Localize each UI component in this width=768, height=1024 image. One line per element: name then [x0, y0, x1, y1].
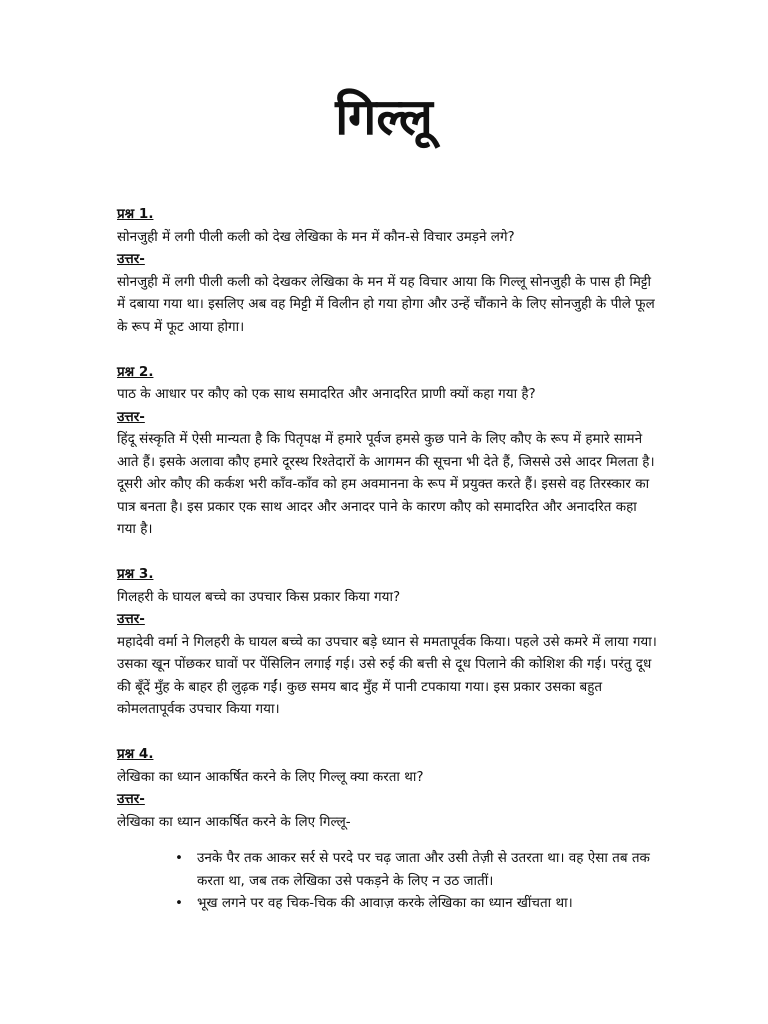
answer-text: लेखिका का ध्यान आकर्षित करने के लिए गिल्लू-	[117, 813, 351, 830]
question-text: लेखिका का ध्यान आकर्षित करने के लिए गिल्लू क्या करता था?	[117, 768, 424, 785]
qa-block-4	[117, 743, 657, 915]
question-label: प्रश्न 3.	[117, 566, 154, 582]
answer-text: हिंदू संस्कृति में ऐसी मान्यता है कि पितृपक्ष में हमारे पूर्वज हमसे कुछ पाने के लिए कौए के रूप में हमारे सामने आते हैं। इसके अलावा कौए हमारे दूरस्थ रिश्तेदारों के आगमन की सूचना भी देते हैं, जिससे उसे आदर मिलता है। दूसरी ओर कौए की कर्कश भरी काँव-काँव को हम अवमानना के रूप में प्रयुक्त करते हैं। इससे वह तिरस्कार का पात्र बनता है। इस प्रकार एक साथ आदर और अनादर पाने के कारण कौए को समादरित और अनादरित कहा गया है।	[117, 431, 655, 537]
qa-block-1	[117, 203, 657, 338]
question-label: प्रश्न 4.	[117, 746, 154, 762]
bullet-item: • उनके पैर तक आकर सर्र से परदे पर चढ़ जाता और उसी तेज़ी से उतरता था। वह ऐसा तब तक करता था, जब तक लेखिका उसे पकड़ने के लिए न उठ जातीं।	[197, 847, 657, 892]
qa-content	[117, 203, 657, 937]
answer-label: उत्तर-	[117, 791, 145, 807]
page-title: गिल्लू	[335, 88, 433, 146]
question-label: प्रश्न 1.	[117, 206, 154, 222]
answer-label: उत्तर-	[117, 408, 145, 425]
answer-label: उत्तर-	[117, 251, 145, 267]
answer-text: महादेवी वर्मा ने गिलहरी के घायल बच्चे का उपचार बड़े ध्यान से ममतापूर्वक किया। पहले उसे कमरे में लाया गया। उसका खून पोंछकर घावों पर पेंसिलिन लगाई गई। उसे रुई की बत्ती से दूध पिलाने की कोशिश की गई। परंतु दूध की बूँदें मुँह के बाहर ही लुढ़क गईं। कुछ समय बाद मुँह में पानी टपकाया गया। इस प्रकार उसका बहुत कोमलतापूर्वक उपचार किया गया।	[117, 633, 657, 717]
qa-block-3	[117, 563, 657, 721]
qa-block-2	[117, 361, 657, 541]
answer-bullet-list	[117, 847, 657, 915]
question-label: प्रश्न 2.	[117, 363, 154, 380]
bullet-item: • भूख लगने पर वह चिक-चिक की आवाज़ करके लेखिका का ध्यान खींचता था।	[197, 892, 657, 915]
answer-text: सोनजुही में लगी पीली कली को देखकर लेखिका के मन में यह विचार आया कि गिल्लू सोनजुही के पास ही मिट्टी में दबाया गया था। इसलिए अब वह मिट्टी में विलीन हो गया होगा और उन्हें चौंकाने के लिए सोनजुही के पीले फूल के रूप में फूट आया होगा।	[117, 273, 655, 335]
answer-label: उत्तर-	[117, 611, 145, 627]
question-text: पाठ के आधार पर कौए को एक साथ समादरित और अनादरित प्राणी क्यों कहा गया है?	[117, 386, 536, 402]
question-text: सोनजुही में लगी पीली कली को देख लेखिका के मन में कौन-से विचार उमड़ने लगे?	[117, 228, 515, 245]
question-text: गिलहरी के घायल बच्चे का उपचार किस प्रकार किया गया?	[117, 588, 401, 605]
